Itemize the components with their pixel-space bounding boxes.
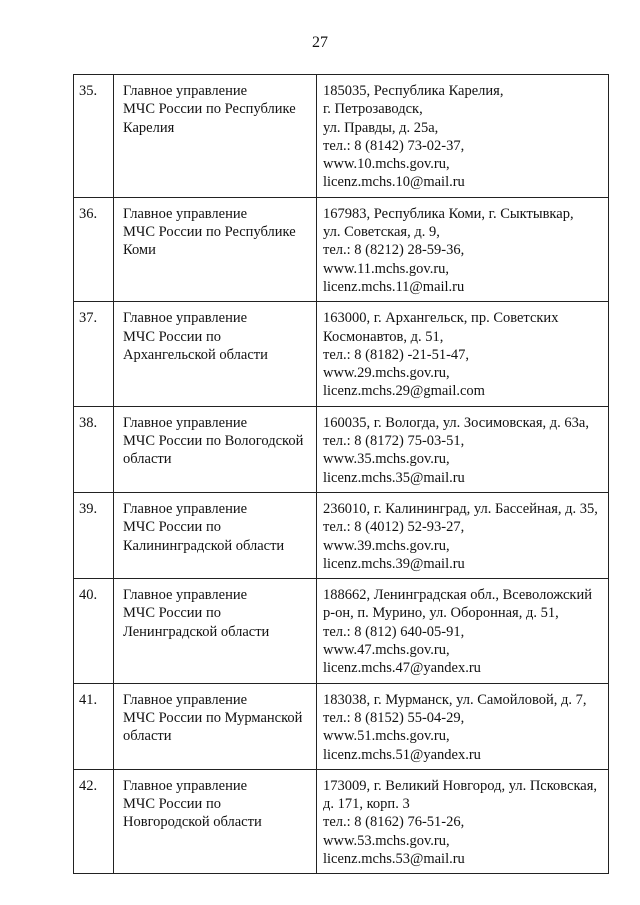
contact-line: licenz.mchs.53@mail.ru (323, 850, 465, 867)
organization-name-line: Главное управление (123, 500, 248, 517)
table-row (74, 579, 609, 683)
contact-line: www.35.mchs.gov.ru, (323, 451, 450, 468)
contact-cell (317, 197, 609, 301)
organization-name-line: МЧС России по Мурманской (123, 709, 303, 726)
organization-name-line: области (123, 728, 172, 745)
contact-line: licenz.mchs.10@mail.ru (323, 174, 465, 191)
contact-line: Космонавтов, д. 51, (323, 328, 444, 345)
organization-name-line: Ленинградской области (123, 623, 270, 640)
row-number: 40. (74, 579, 114, 683)
organization-name-line: МЧС России по Республике (123, 101, 296, 118)
organization-cell (114, 769, 317, 873)
contact-line: 173009, г. Великий Новгород, ул. Псковская, (323, 777, 598, 794)
contact-line: тел.: 8 (8162) 76-51-26, (323, 814, 465, 831)
organization-cell (114, 683, 317, 769)
organization-name-line: области (123, 451, 172, 468)
contact-line: www.53.mchs.gov.ru, (323, 832, 450, 849)
contact-line: 183038, г. Мурманск, ул. Самойловой, д. 7, (323, 691, 587, 708)
contact-line: д. 171, корп. 3 (323, 796, 410, 813)
organization-cell (114, 302, 317, 406)
contact-cell (317, 75, 609, 198)
contact-cell (317, 683, 609, 769)
row-number: 38. (74, 406, 114, 492)
row-number: 35. (74, 75, 114, 198)
contact-line: тел.: 8 (8152) 55-04-29, (323, 709, 465, 726)
contact-cell (317, 579, 609, 683)
row-number: 41. (74, 683, 114, 769)
organization-name-line: Архангельской области (123, 346, 268, 363)
contact-line: ул. Правды, д. 25а, (323, 119, 439, 136)
table-row (74, 406, 609, 492)
contact-line: ул. Советская, д. 9, (323, 224, 440, 241)
contact-line: www.10.mchs.gov.ru, (323, 156, 450, 173)
table-row (74, 683, 609, 769)
organization-cell (114, 197, 317, 301)
contact-line: www.47.mchs.gov.ru, (323, 642, 450, 659)
row-number: 42. (74, 769, 114, 873)
organization-cell (114, 406, 317, 492)
organization-name-line: МЧС России по (123, 605, 221, 622)
contact-cell (317, 769, 609, 873)
contact-line: р-он, п. Мурино, ул. Оборонная, д. 51, (323, 605, 559, 622)
organization-name-line: Калининградской области (123, 537, 285, 554)
organization-name-line: Главное управление (123, 414, 248, 431)
contact-cell (317, 492, 609, 578)
organization-cell (114, 492, 317, 578)
contact-line: licenz.mchs.35@mail.ru (323, 469, 465, 486)
organization-name-line: Главное управление (123, 587, 248, 604)
contact-line: www.51.mchs.gov.ru, (323, 728, 450, 745)
organization-name-line: МЧС России по Вологодской (123, 433, 304, 450)
row-number: 39. (74, 492, 114, 578)
contact-line: тел.: 8 (8182) -21-51-47, (323, 346, 470, 363)
contact-line: licenz.mchs.51@yandex.ru (323, 746, 481, 763)
contact-line: licenz.mchs.11@mail.ru (323, 278, 465, 295)
regional-offices-table (73, 74, 609, 874)
contact-line: licenz.mchs.47@yandex.ru (323, 660, 481, 677)
contact-line: 160035, г. Вологда, ул. Зосимовская, д. 63а, (323, 414, 589, 431)
organization-name-line: Главное управление (123, 310, 248, 327)
contact-line: www.29.mchs.gov.ru, (323, 365, 450, 382)
organization-name-line: МЧС России по Республике (123, 224, 296, 241)
contact-cell (317, 406, 609, 492)
organization-name-line: Главное управление (123, 691, 248, 708)
organization-cell (114, 579, 317, 683)
contact-line: тел.: 8 (8212) 28-59-36, (323, 242, 465, 259)
contact-line: тел.: 8 (8172) 75-03-51, (323, 433, 465, 450)
page-number: 27 (312, 34, 328, 51)
contact-line: www.39.mchs.gov.ru, (323, 537, 450, 554)
contact-line: 163000, г. Архангельск, пр. Советских (323, 310, 559, 327)
contact-line: licenz.mchs.39@mail.ru (323, 555, 465, 572)
contact-cell (317, 302, 609, 406)
organization-name-line: Главное управление (123, 777, 248, 794)
organization-name-line: Главное управление (123, 83, 248, 99)
contact-line: www.11.mchs.gov.ru, (323, 260, 450, 277)
table-row (74, 197, 609, 301)
table-body (74, 75, 609, 874)
organization-name-line: МЧС России по (123, 328, 221, 345)
row-number: 37. (74, 302, 114, 406)
table-row (74, 769, 609, 873)
organization-name-line: МЧС России по (123, 519, 221, 536)
organization-name-line: Карелия (123, 119, 175, 136)
table-row (74, 302, 609, 406)
organization-cell (114, 75, 317, 198)
row-number: 36. (74, 197, 114, 301)
contact-line: 167983, Республика Коми, г. Сыктывкар, (323, 205, 574, 222)
organization-name-line: Главное управление (123, 205, 248, 222)
contact-line: 188662, Ленинградская обл., Всеволожский (323, 587, 592, 604)
organization-name-line: Новгородской области (123, 814, 262, 831)
contact-line: 185035, Республика Карелия, (323, 83, 504, 99)
contact-line: licenz.mchs.29@gmail.com (323, 383, 485, 400)
table-row (74, 75, 609, 198)
organization-name-line: Коми (123, 242, 156, 259)
contact-line: 236010, г. Калининград, ул. Бассейная, д. 35, (323, 500, 598, 517)
table-row (74, 492, 609, 578)
contact-line: тел.: 8 (812) 640-05-91, (323, 623, 465, 640)
organization-name-line: МЧС России по (123, 796, 221, 813)
contact-line: тел.: 8 (8142) 73-02-37, (323, 137, 465, 154)
contact-line: г. Петрозаводск, (323, 101, 423, 118)
contact-line: тел.: 8 (4012) 52-93-27, (323, 519, 465, 536)
